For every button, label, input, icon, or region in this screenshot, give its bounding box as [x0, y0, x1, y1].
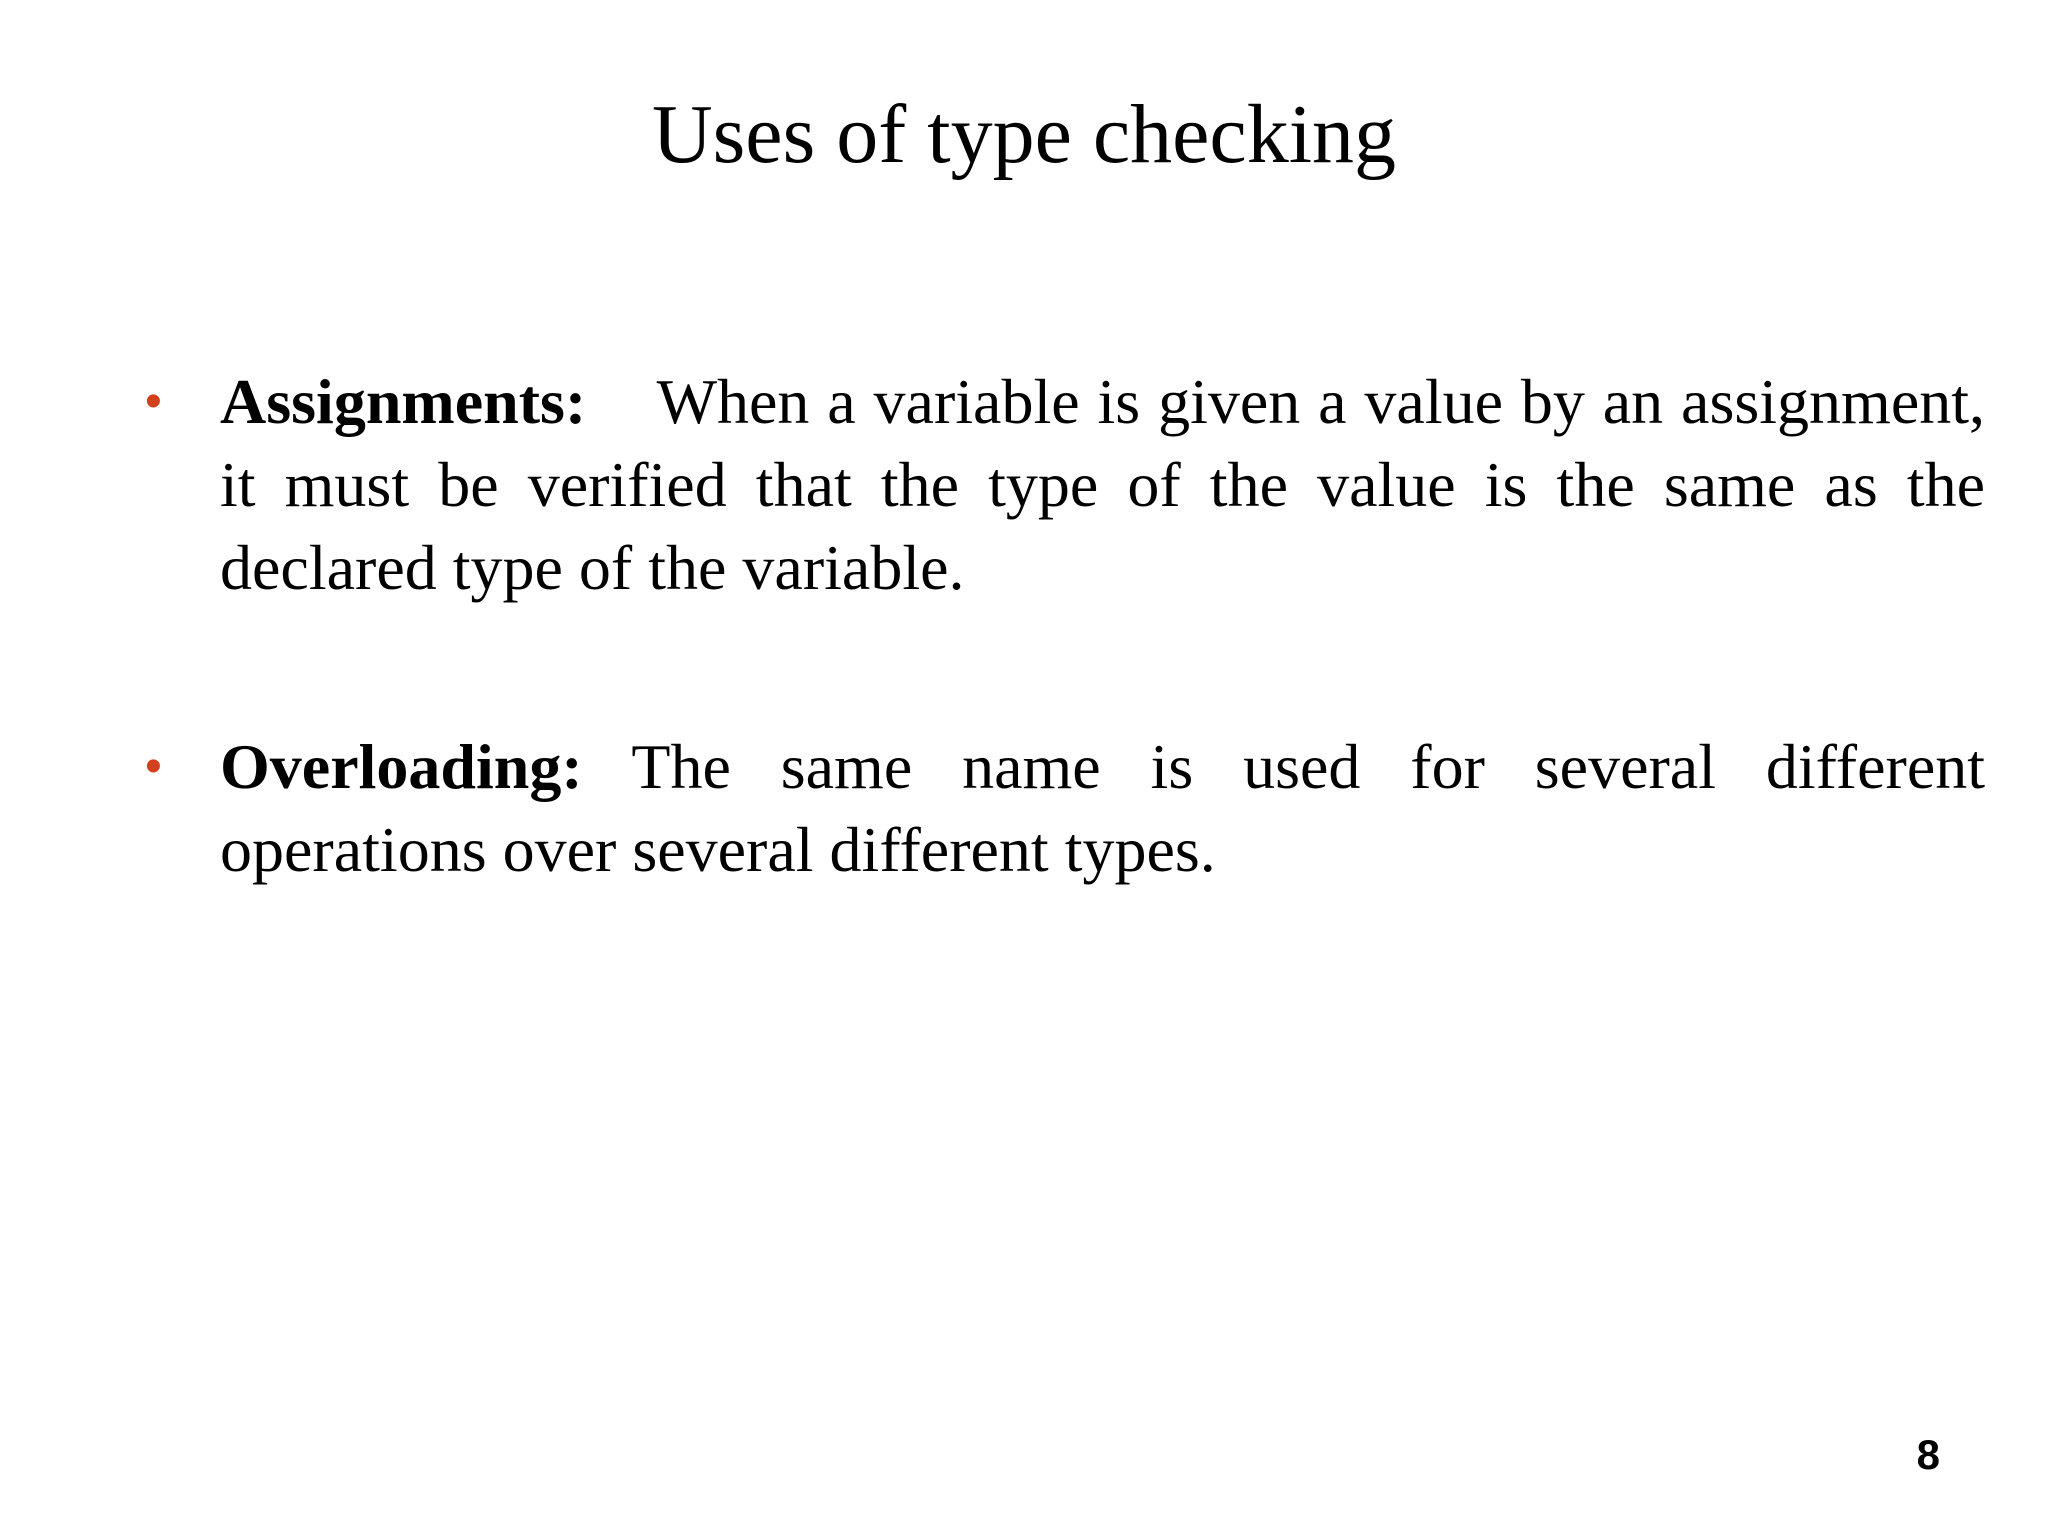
bullet-term: Overloading: — [220, 731, 583, 802]
bullet-item-assignments — [145, 360, 1986, 609]
bullet-item-overloading — [145, 725, 1986, 891]
page-number: 8 — [1916, 1431, 1940, 1478]
bullet-dot-icon: • — [145, 375, 162, 428]
bullet-text: The same name is used for several different operations over several different types. — [220, 731, 1986, 885]
slide-title: Uses of type checking — [651, 88, 1397, 181]
bullet-term: Assignments: — [220, 366, 587, 437]
bullet-dot-icon: • — [145, 740, 162, 793]
bullet-text: When a variable is given a value by an assignment, it must be verified that the type of the value is the same as the declared type of the variable. — [220, 366, 1986, 603]
